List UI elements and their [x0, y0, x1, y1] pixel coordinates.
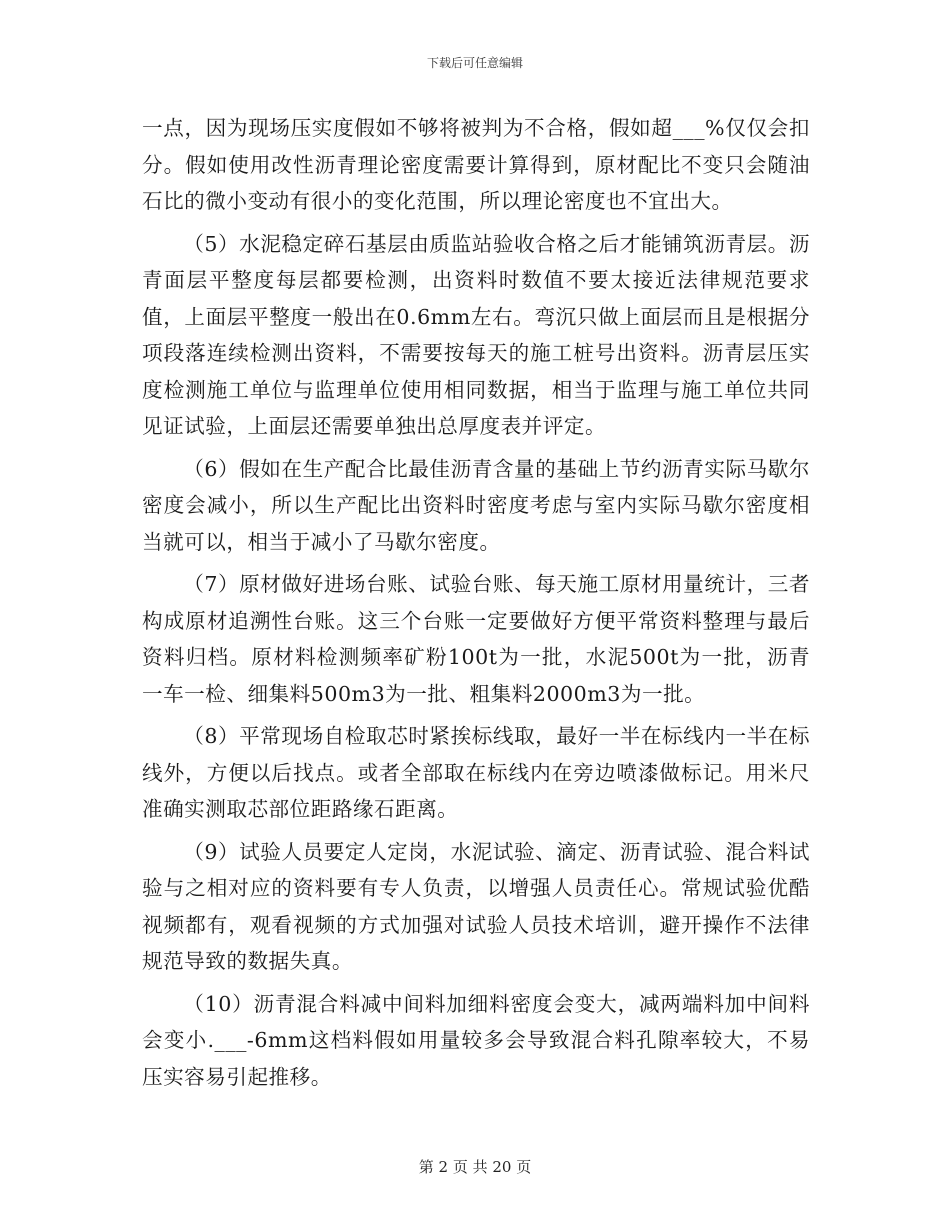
page-header: 下载后可任意编辑 [426, 56, 523, 70]
paragraph-item-10: （10）沥青混合料减中间料加细料密度会变大，减两端料加中间料会变小.___-6mm这档料假如用量较多会导致混合料孔隙率较大，不易压实容易引起推移。 [142, 991, 810, 1089]
document-body [142, 110, 810, 1095]
paragraph-item-9: （9）试验人员要定人定岗，水泥试验、滴定、沥青试验、混合料试验与之相对应的资料要有专人负责，以增强人员责任心。常规试验优酷视频都有，观看视频的方式加强对试验人员技术培训，避开操作不法律规范导致的数据失真。 [142, 839, 810, 973]
page-number-footer: 第 2 页 共 20 页 [418, 1158, 532, 1176]
paragraph-continuation: 一点，因为现场压实度假如不够将被判为不合格，假如超___%仅仅会扣分。假如使用改性沥青理论密度需要计算得到，原材配比不变只会随油石比的微小变动有很小的变化范围，所以理论密度也不宜出大。 [142, 116, 810, 213]
paragraph-item-7: （7）原材做好进场台账、试验台账、每天施工原材用量统计，三者构成原材追溯性台账。这三个台账一定要做好方便平常资料整理与最后资料归档。原材料检测频率矿粉100t为一批，水泥500t为一批，沥青一车一检、细集料500m3为一批、粗集料2000m3为一批。 [142, 572, 810, 706]
paragraph-item-6: （6）假如在生产配合比最佳沥青含量的基础上节约沥青实际马歇尔密度会减小，所以生产配比出资料时密度考虑与室内实际马歇尔密度相当就可以，相当于减小了马歇尔密度。 [142, 456, 810, 554]
paragraph-item-8: （8）平常现场自检取芯时紧挨标线取，最好一半在标线内一半在标线外，方便以后找点。或者全部取在标线内在旁边喷漆做标记。用米尺准确实测取芯部位距路缘石距离。 [142, 724, 810, 821]
paragraph-item-5: （5）水泥稳定碎石基层由质监站验收合格之后才能铺筑沥青层。沥青面层平整度每层都要检测，出资料时数值不要太接近法律规范要求值，上面层平整度一般出在0.6mm左右。弯沉只做上面层而且是根据分项段落连续检测出资料，不需要按每天的施工桩号出资料。沥青层压实度检测施工单位与监理单位使用相同数据，相当于监理与施工单位共同见证试验，上面层还需要单独出总厚度表并评定。 [142, 231, 810, 438]
